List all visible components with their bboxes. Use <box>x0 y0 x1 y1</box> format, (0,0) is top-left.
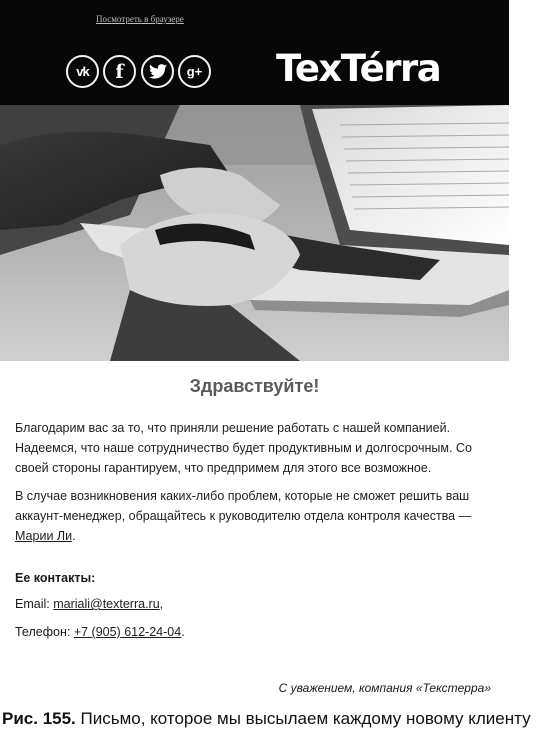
email-link[interactable]: mariali@texterra.ru <box>53 597 160 611</box>
signature: С уважением, компания «Текстерра» <box>278 681 491 695</box>
phone-link[interactable]: +7 (905) 612-24-04 <box>73 625 182 639</box>
email-line: Email: mariali@texterra.ru, <box>15 597 164 611</box>
greeting-heading: Здравствуйте! <box>189 376 320 396</box>
hero-photo-laptop <box>0 105 509 361</box>
contact-manager-paragraph: В случае возникновения каких-либо проблем, которые не сможет решить ваш аккаунт-менеджер, обращайтесь к руководителю отдела контроля качества — Марии Ли. <box>15 489 472 543</box>
laptop-photo-illustration <box>0 105 509 361</box>
email-header <box>0 0 509 105</box>
figure-caption-text: Письмо, которое мы высылаем каждому новому клиенту <box>80 709 531 728</box>
thanks-paragraph: Благодарим вас за то, что приняли решение работать с нашей компанией. Надеемся, что наше сотрудничество будет продуктивным и долгосрочным. Со своей стороны гарантируем, что предпримем для этого все возможное. <box>15 421 472 475</box>
vk-icon[interactable]: vk <box>66 55 99 88</box>
maria-li-link[interactable]: Марии Ли <box>15 529 73 543</box>
figure-number: Рис. 155. <box>2 709 76 728</box>
phone-line: Телефон: +7 (905) 612-24-04. <box>15 625 185 639</box>
twitter-bird-shape <box>149 64 167 79</box>
figure-caption <box>2 709 531 729</box>
texterra-logo: TexTérra <box>276 47 441 90</box>
twitter-icon[interactable] <box>141 55 174 88</box>
view-in-browser-link[interactable]: Посмотреть в браузере <box>96 14 184 24</box>
facebook-icon[interactable]: f <box>103 55 136 88</box>
google-plus-icon[interactable]: g+ <box>178 55 211 88</box>
contacts-heading: Ее контакты: <box>15 571 96 585</box>
